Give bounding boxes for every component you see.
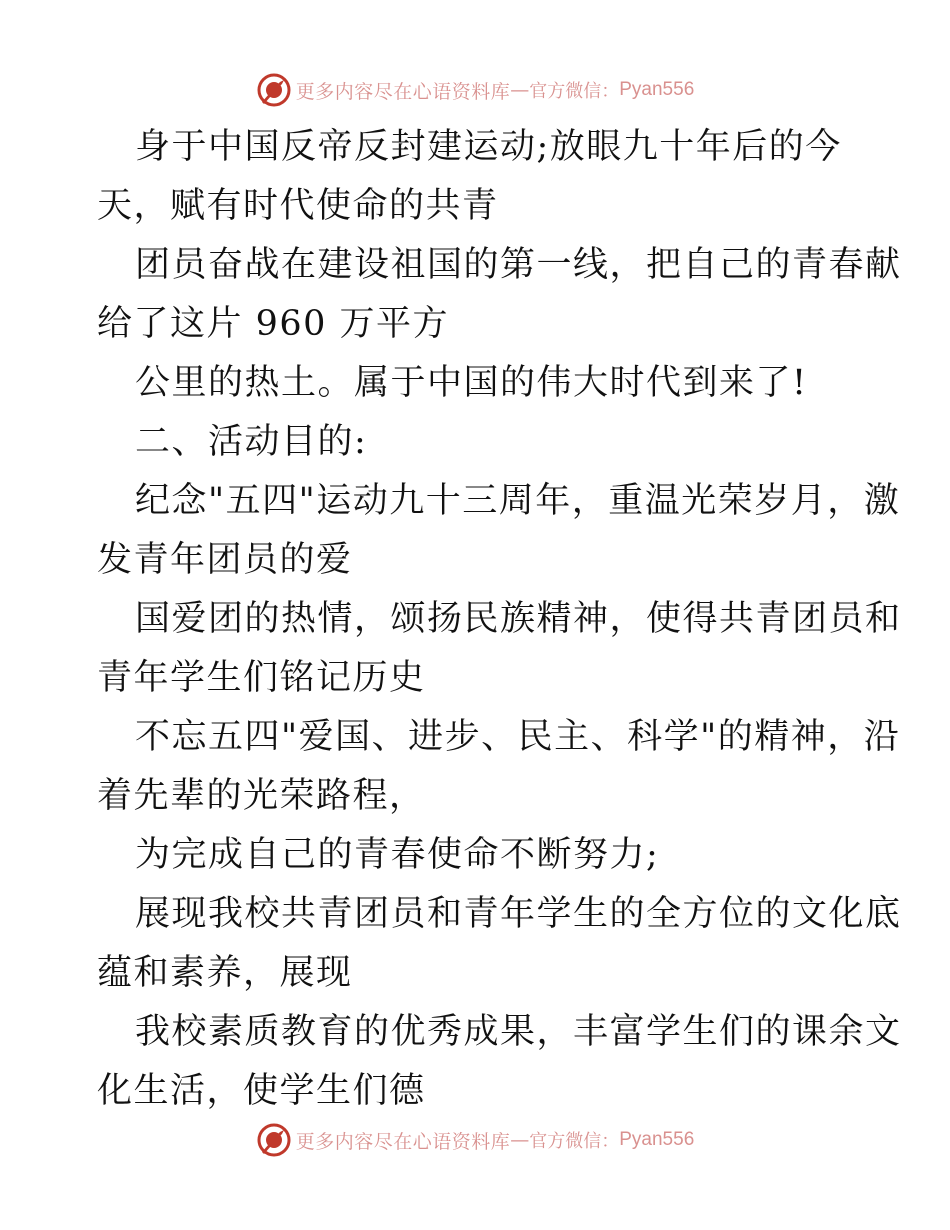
body-line: 化生活，使学生们德 bbox=[97, 1071, 426, 1111]
body-line: 为完成自己的青春使命不断努力; bbox=[135, 835, 660, 875]
body-line: 身于中国反帝反封建运动;放眼九十年后的今 bbox=[135, 127, 842, 167]
banner-wechat-id: Pyan556 bbox=[619, 1129, 695, 1150]
body-line: 给了这片 960 万平方 bbox=[97, 304, 450, 344]
body-line: 纪念"五四"运动九十三周年，重温光荣岁月，激 bbox=[135, 481, 901, 521]
banner-site-text: 更多内容尽在心语资料库 bbox=[295, 80, 511, 103]
footer-watermark-banner bbox=[0, 1120, 950, 1160]
header-watermark-banner bbox=[0, 70, 950, 110]
body-line: 青年学生们铭记历史 bbox=[97, 658, 426, 698]
body-line: 我校素质教育的优秀成果，丰富学生们的课余文 bbox=[135, 1012, 902, 1052]
banner-dash: — bbox=[510, 1129, 530, 1151]
body-line: 发青年团员的爱 bbox=[97, 540, 353, 580]
banner-wechat-label: 官方微信： bbox=[529, 1131, 620, 1152]
pen-logo-icon bbox=[256, 72, 292, 108]
body-line: 蕴和素养，展现 bbox=[97, 953, 353, 993]
body-line: 公里的热土。属于中国的伟大时代到来了! bbox=[135, 363, 808, 403]
body-line: 天，赋有时代使命的共青 bbox=[97, 186, 499, 226]
body-line: 着先辈的光荣路程， bbox=[97, 776, 426, 816]
body-line: 国爱团的热情，颂扬民族精神，使得共青团员和 bbox=[135, 599, 902, 639]
document-body bbox=[97, 118, 902, 1121]
section-heading: 二、活动目的: bbox=[135, 422, 368, 462]
body-line: 不忘五四"爱国、进步、民主、科学"的精神，沿 bbox=[135, 717, 901, 757]
banner-dash: — bbox=[510, 79, 530, 101]
banner-wechat-id: Pyan556 bbox=[619, 79, 695, 100]
body-line: 团员奋战在建设祖国的第一线，把自己的青春献 bbox=[135, 245, 902, 285]
banner-wechat-label: 官方微信： bbox=[529, 81, 620, 102]
body-line: 展现我校共青团员和青年学生的全方位的文化底 bbox=[135, 894, 902, 934]
pen-logo-icon bbox=[256, 1122, 292, 1158]
banner-site-text: 更多内容尽在心语资料库 bbox=[295, 1130, 511, 1153]
